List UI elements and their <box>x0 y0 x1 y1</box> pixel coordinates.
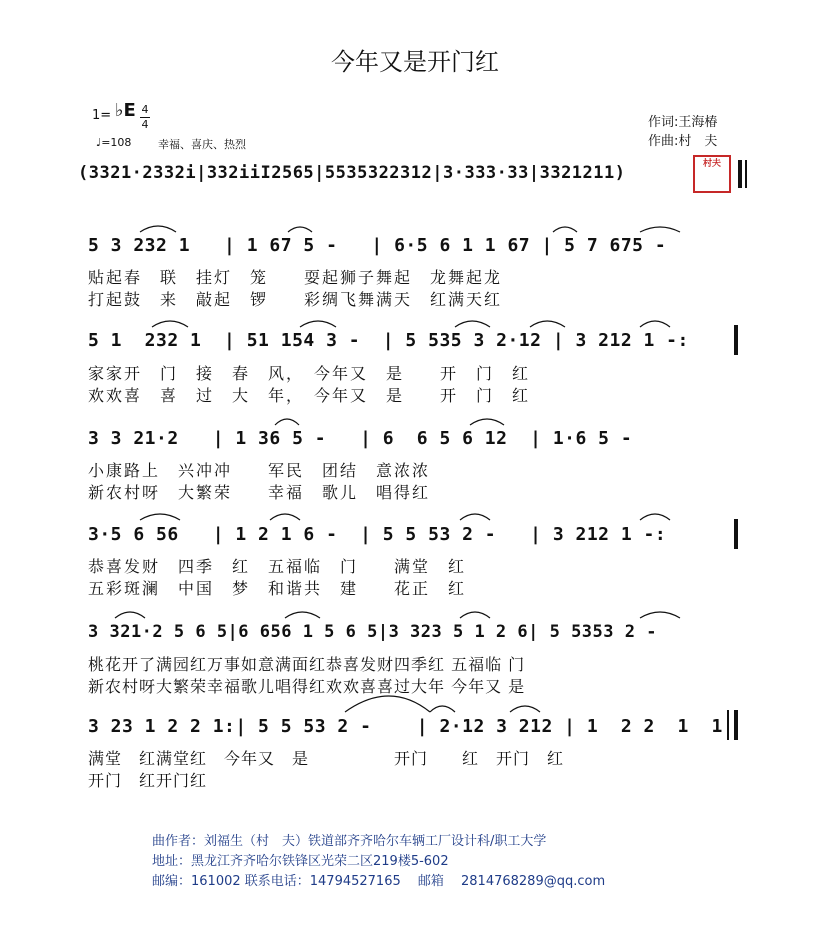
slur <box>455 321 490 327</box>
row-3-lyric-1: 小康路上 兴冲冲 军民 团结 意浓浓 <box>88 461 431 480</box>
slur <box>152 321 188 327</box>
row-2-notes: 5 1 232 1 | 51 154 3 - | 5 535 3 2·12 | 3 212 1 -: <box>88 330 689 351</box>
meter-top: 4 <box>141 103 149 116</box>
slur <box>288 227 312 232</box>
slur <box>640 514 670 520</box>
slur <box>345 696 430 712</box>
key-flat: ♭E <box>115 100 136 121</box>
row-6-notes: 3 23 1 2 2 1:| 5 5 53 2 - | 2·12 3 212 | 1 2 2 1 1 <box>88 716 723 737</box>
slur <box>285 612 320 618</box>
seal-text: 村夫 <box>702 159 721 169</box>
footer-address: 地址：黑龙江齐齐哈尔铁锋区光荣二区219楼5-602 <box>152 854 449 869</box>
slur <box>530 321 565 327</box>
footer-author: 曲作者：刘福生（村 夫）铁道部齐齐哈尔车辆工厂设计科/职工大学 <box>152 834 547 849</box>
slur <box>300 321 336 327</box>
key-signature: 1= <box>92 108 112 123</box>
slur <box>460 514 490 520</box>
row-5-lyric-1: 桃花开了满园红万事如意满面红恭喜发财四季红 五福临 门 <box>88 655 526 674</box>
slur <box>640 321 670 327</box>
slur <box>270 514 300 520</box>
row-2-lyric-2: 欢欢喜 喜 过 大 年， 今年又 是 开 门 红 <box>88 386 531 405</box>
meter-bottom: 4 <box>141 118 149 131</box>
lyricist-credit: 作词:王海椿 <box>648 115 718 130</box>
row-4-lyric-1: 恭喜发财 四季 红 五福临 门 满堂 红 <box>88 557 467 576</box>
row-4-lyric-2: 五彩斑澜 中国 梦 和谐共 建 花正 红 <box>88 579 467 598</box>
tempo-marking: ♩=108 <box>96 136 132 149</box>
slur <box>470 419 504 425</box>
row-1-lyric-2: 打起鼓 来 敲起 锣 彩绸飞舞满天 红满天红 <box>88 290 503 309</box>
slur <box>140 226 176 232</box>
slur <box>115 612 145 618</box>
slur <box>140 514 180 520</box>
row-1-lyric-1: 贴起春 联 挂灯 笼 耍起狮子舞起 龙舞起龙 <box>88 268 503 287</box>
row-6-lyric-2: 开门 红开门红 <box>88 771 208 790</box>
slur <box>553 227 577 232</box>
mood-marking: 幸福、喜庆、热烈 <box>158 138 246 151</box>
row-2-lyric-1: 家家开 门 接 春 风， 今年又 是 开 门 红 <box>88 364 531 383</box>
row-5-lyric-2: 新农村呀大繁荣幸福歌儿唱得红欢欢喜喜过大年 今年又 是 <box>88 677 526 696</box>
slur <box>275 419 299 425</box>
row-6-lyric-1: 满堂 红满堂红 今年又 是 开门 红 开门 红 <box>88 749 565 768</box>
slur <box>430 706 455 712</box>
composer-credit: 作曲:村 夫 <box>648 134 718 149</box>
row-3-notes: 3 3 21·2 | 1 36 5 - | 6 6 5 6 12 | 1·6 5 - <box>88 428 633 449</box>
row-1-notes: 5 3 232 1 | 1 67 5 - | 6·5 6 1 1 67 | 5 7 675 - <box>88 235 667 256</box>
footer-contact: 邮编：161002 联系电话：14794527165 邮箱 2814768289@qq.com <box>152 874 606 889</box>
row-3-lyric-2: 新农村呀 大繁荣 幸福 歌儿 唱得红 <box>88 483 431 502</box>
slur <box>640 612 680 618</box>
slur <box>460 612 490 618</box>
slur <box>510 706 540 712</box>
intro-notes: (3321·2332i|332iiI2565|5535322312|3·333·33|3321211) <box>78 163 626 183</box>
row-4-notes: 3·5 6 56 | 1 2 1 6 - | 5 5 53 2 - | 3 212 1 -: <box>88 524 667 545</box>
slur <box>640 227 680 232</box>
row-5-notes: 3 321·2 5 6 5|6 656 1 5 6 5|3 323 5 1 2 6| 5 5353 2 - <box>88 622 657 642</box>
page-title: 今年又是开门红 <box>331 48 499 76</box>
